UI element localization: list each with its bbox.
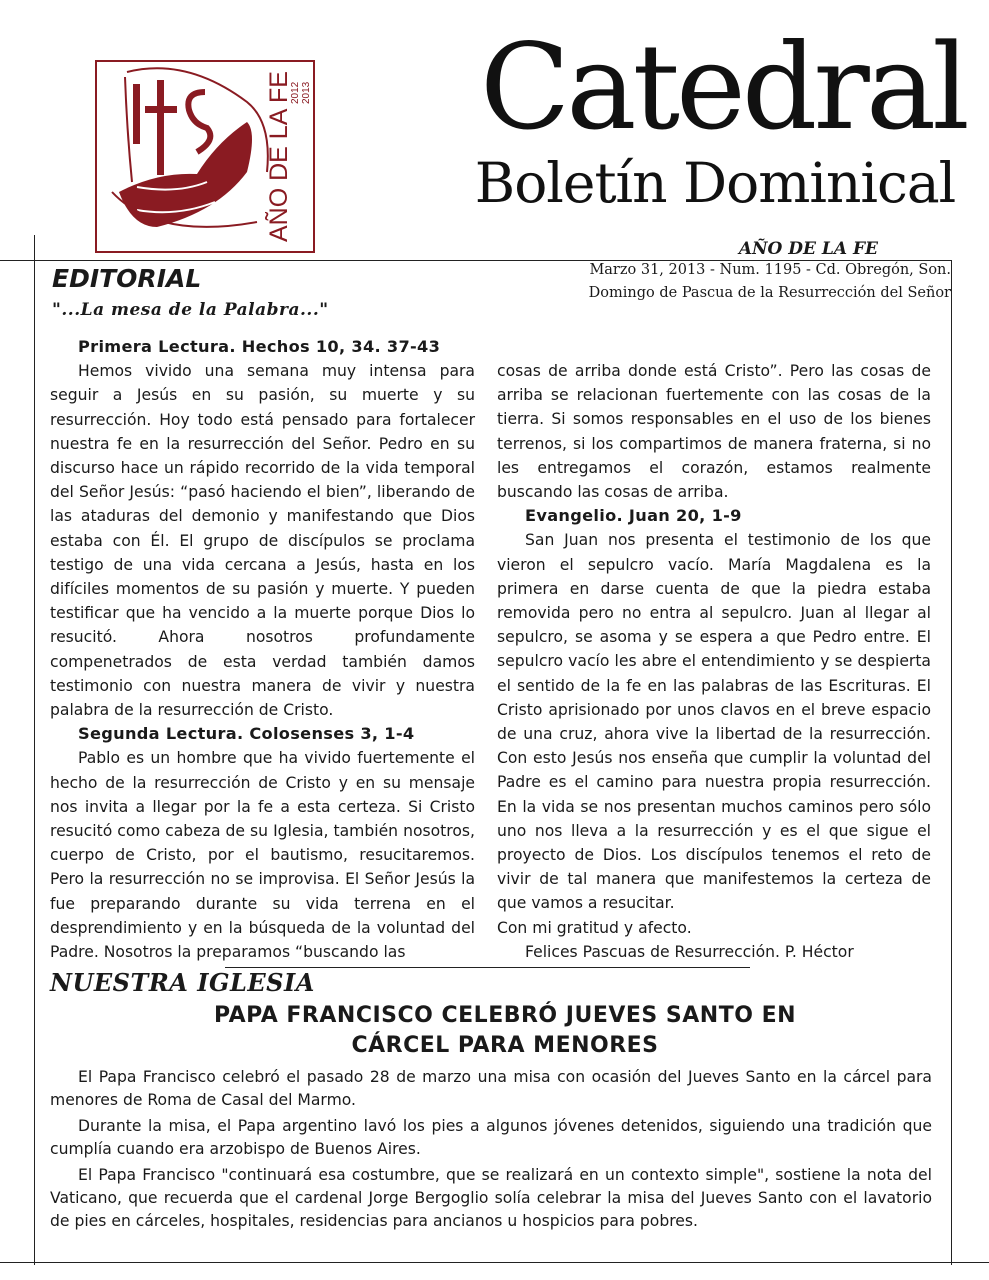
- logo-main-text: AÑO DE LA FE: [265, 71, 293, 242]
- year-label: AÑO DE LA FE: [738, 239, 878, 259]
- masthead-title: Catedral: [480, 18, 966, 156]
- issue-info: Marzo 31, 2013 - Num. 1195 - Cd. Obregón, Son.: [589, 262, 951, 278]
- editorial-left-column: [50, 335, 475, 964]
- reading-heading: Primera Lectura. Hechos 10, 34. 37-43: [78, 337, 441, 356]
- reading-paragraph: Pablo es un hombre que ha vivido fuertemente el hecho de la resurrección de Cristo y en su mensaje nos invita a llegar por la fe a esta certeza. Si Cristo resucitó como cabeza de su Iglesia, también nosotros, cuerpo de Cristo, por el bautismo, resucitaremos. Pero la resurrección no se improvisa. El Señor Jesús la fue preparando durante su vida terrena en el desprendimiento y en la búsqueda de la voluntad del Padre. Nosotros la preparamos “buscando las: [50, 749, 475, 962]
- year-of-faith-logo: [95, 60, 315, 253]
- left-border: [34, 235, 35, 1265]
- header-rule: [0, 260, 951, 261]
- editorial-heading: EDITORIAL: [52, 264, 202, 293]
- section-heading: NUESTRA IGLESIA: [50, 968, 315, 997]
- editorial-right-column: [497, 359, 931, 964]
- article-paragraph: Durante la misa, el Papa argentino lavó los pies a algunos jóvenes detenidos, siguiendo una tradición que cumplía cuando era arzobispo de Buenos Aires.: [50, 1117, 932, 1158]
- logo-year-end: 2013: [301, 81, 312, 104]
- article-paragraph: El Papa Francisco "continuará esa costumbre, que se realizará en un contexto simple", sostiene la nota del Vaticano, que recuerda que el cardenal Jorge Bergoglio solía celebrar la misa del Jueves Santo con el lavatorio de pies en cárceles, hospitales, residencias para ancianos u hospicios para pobres.: [50, 1166, 932, 1230]
- right-border: [951, 260, 952, 1265]
- logo-year-start: 2012: [290, 81, 301, 104]
- signature-line: Felices Pascuas de Resurrección. P. Héctor: [525, 942, 854, 961]
- closing-line: Con mi gratitud y afecto.: [497, 918, 692, 937]
- reading-paragraph: Hemos vivido una semana muy intensa para seguir a Jesús en su pasión, su muerte y su resurrección. Hoy todo está pensado para fortalecer nuestra fe en la resurrección del Señor. Pedro en su discurso hace un rápido recorrido de la vida temporal del Señor Jesús: “pasó haciendo el bien”, liberando de las ataduras del demonio y manifestando que Dios estaba con Él. El grupo de discípulos se proclama testigo de una vida cercana a Jesús, hasta en los difíciles momentos de su pasión y muerte. Y pueden testificar que ha vencido a la muerte porque Dios lo resucitó. Ahora nosotros profundamente compenetrados de esta verdad también damos testimonio con nuestra manera de vivir y nuestra palabra de la resurrección de Cristo.: [50, 362, 475, 720]
- article-paragraph: El Papa Francisco celebró el pasado 28 de marzo una misa con ocasión del Jueves Santo en la cárcel para menores de Roma de Casal del Marmo.: [50, 1068, 932, 1109]
- logo-text: [257, 62, 313, 251]
- article-title: [50, 1001, 960, 1061]
- footer-rule: [0, 1262, 989, 1263]
- article-body: [50, 1066, 932, 1236]
- continued-paragraph: cosas de arriba donde está Cristo”. Pero las cosas de arriba se relacionan fuertemente con las cosas de la tierra. Si somos responsables en el uso de los bienes terrenos, si los compartimos de manera fraterna, si no les entregamos el corazón, estamos realmente buscando las cosas de arriba.: [497, 362, 931, 502]
- article-title-line: PAPA FRANCISCO CELEBRÓ JUEVES SANTO EN: [213, 1003, 797, 1028]
- masthead-subtitle: Boletín Dominical: [474, 151, 956, 215]
- reading-heading: Segunda Lectura. Colosenses 3, 1-4: [78, 724, 415, 744]
- editorial-subtitle: "...La mesa de la Palabra...": [52, 300, 329, 320]
- article-title-line: CÁRCEL PARA MENORES: [351, 1033, 659, 1058]
- reading-paragraph: San Juan nos presenta el testimonio de los que vieron el sepulcro vacío. María Magdalena es la primera en darse cuenta de que la piedra estaba removida pero no entra al sepulcro. Juan al llegar al sepulcro, se asoma y se espera a que Pedro entre. El sepulcro vacío les abre el entendimiento y se despierta el sentido de la fe en las palabras de las Escrituras. El Cristo aprisionado por unos clavos en el breve espacio de una cruz, ahora vive la libertad de la resurrección. Con esto Jesús nos enseña que cumplir la voluntad del Padre es el camino para nuestra propia resurrección. En la vida se nos presentan muchos caminos pero sólo uno nos lleva a la resurrección y es el que sigue el proyecto de Dios. Los discípulos tenemos el reto de vivir de tal manera que manifestemos la certeza de que vamos a resucitar.: [497, 531, 931, 913]
- feast-name: Domingo de Pascua de la Resurrección del Señor: [588, 285, 951, 301]
- reading-heading: Evangelio. Juan 20, 1-9: [525, 506, 742, 526]
